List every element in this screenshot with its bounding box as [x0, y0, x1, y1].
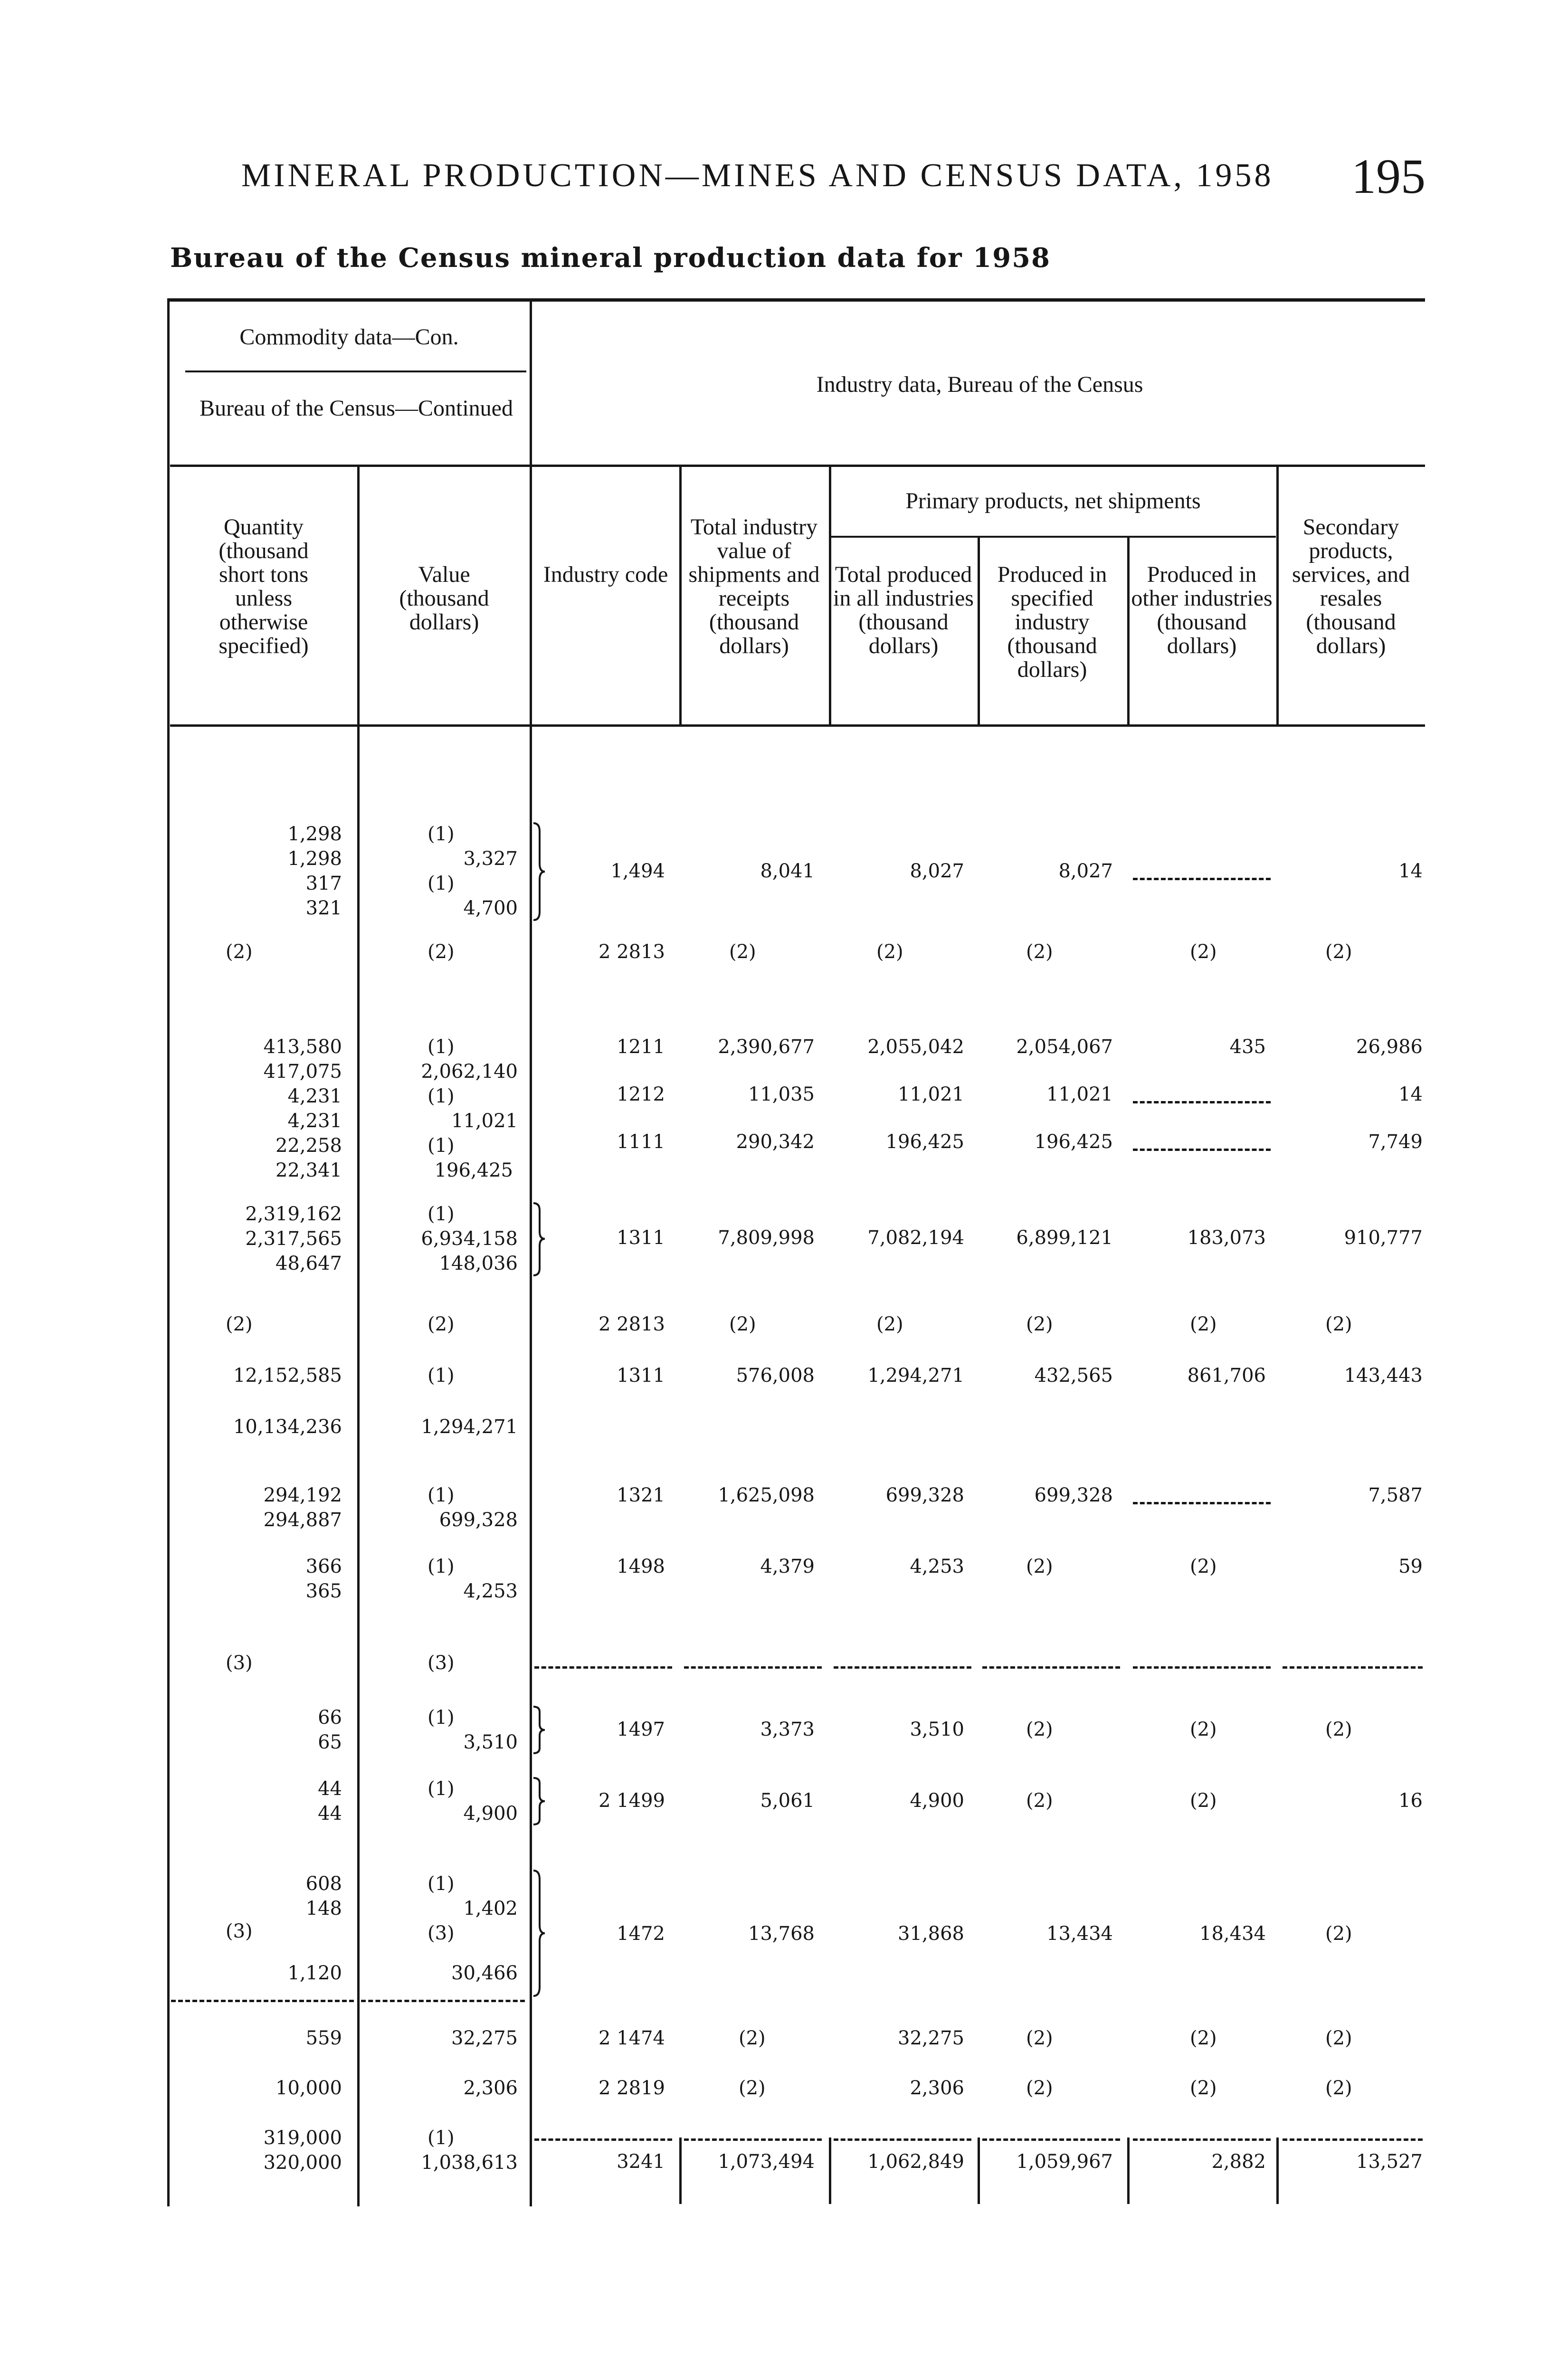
value-cell: (1) 4,900	[428, 1778, 518, 1824]
industry-code-cell: 1111	[617, 1131, 665, 1153]
secondary-cell: 7,587	[1368, 1484, 1423, 1506]
industry-code-cell: 1311	[617, 1365, 665, 1387]
leader-dashes	[534, 1666, 672, 1669]
value-cell: 30,466	[451, 1962, 518, 1984]
total-value-column-header: Total industry value of shipments and receipts (thousand dollars)	[688, 514, 820, 658]
leader-dashes	[982, 2138, 1120, 2141]
secondary-cell: 910,777	[1344, 1227, 1423, 1249]
total-produced-cell: 2,055,042	[867, 1036, 964, 1058]
produced-specified-cell: 11,021	[1046, 1083, 1113, 1105]
quantity-cell: 1,120	[287, 1962, 342, 1984]
quantity-cell: (2)	[226, 941, 253, 963]
quantity-cell: 12,152,585	[233, 1365, 342, 1387]
leader-dashes	[534, 2138, 672, 2141]
running-title: MINERAL PRODUCTION—MINES AND CENSUS DATA, 1958	[241, 157, 1274, 194]
column-divider	[978, 2138, 980, 2204]
value-cell: (1) 3,327 (1) 4,700	[428, 823, 518, 919]
secondary-cell: 26,986	[1356, 1036, 1423, 1058]
quantity-column-header: Quantity (thousand short tons unless otherwise specified)	[219, 514, 309, 658]
secondary-cell: 14	[1398, 1083, 1423, 1105]
value-cell: (1) 1,402 (3)	[428, 1873, 518, 1944]
produced-specified-cell: 432,565	[1034, 1365, 1113, 1387]
table-top-rule	[167, 298, 1425, 302]
produced-other-column-header: Produced in other industries (thousand dollars)	[1131, 562, 1273, 658]
leader-dashes	[1133, 1666, 1271, 1669]
column-divider	[679, 466, 682, 724]
table-left-border	[167, 299, 170, 2206]
total-produced-cell: 3,510	[910, 1719, 964, 1740]
total-produced-cell: (2)	[876, 941, 903, 963]
total-value-cell: 1,073,494	[718, 2151, 815, 2173]
produced-specified-cell: (2)	[1026, 1313, 1053, 1335]
column-divider	[1127, 2138, 1130, 2204]
quantity-cell: 10,000	[276, 2077, 342, 2099]
value-cell: (1) 1,038,613	[421, 2127, 518, 2174]
census-group-header: Bureau of the Census—Continued	[200, 396, 513, 421]
industry-code-cell: 2 1474	[599, 2027, 665, 2049]
secondary-cell: (2)	[1325, 1313, 1352, 1335]
secondary-column-header: Secondary products, services, and resales (thousand dollars)	[1292, 514, 1410, 658]
secondary-cell: (2)	[1325, 941, 1352, 963]
secondary-cell: 13,527	[1356, 2151, 1423, 2173]
total-produced-cell: 7,082,194	[867, 1227, 964, 1249]
industry-code-cell: 2 2813	[599, 1313, 665, 1335]
value-cell: (1) 6,934,158 148,036	[421, 1203, 518, 1274]
quantity-cell: 44 44	[318, 1778, 342, 1824]
total-value-cell: 4,379	[760, 1556, 815, 1577]
value-column-header: Value (thousand dollars)	[399, 562, 489, 635]
page-number: 195	[1351, 149, 1425, 204]
industry-code-cell: 2 2813	[599, 941, 665, 963]
total-value-cell: (2)	[729, 1313, 756, 1335]
leader-dashes	[1133, 1149, 1271, 1151]
produced-specified-cell: (2)	[1026, 1719, 1053, 1740]
produced-other-cell: 861,706	[1187, 1365, 1266, 1387]
secondary-cell: (2)	[1325, 1719, 1352, 1740]
leader-dashes	[1133, 1502, 1271, 1504]
value-cell: (1) 2,062,140 (1) 11,021 (1) 196,425	[421, 1036, 518, 1181]
value-cell: 1,294,271	[421, 1416, 518, 1438]
quantity-cell: 10,134,236	[233, 1416, 342, 1438]
leader-dashes	[1133, 2138, 1271, 2141]
produced-specified-cell: 6,899,121	[1016, 1227, 1113, 1249]
industry-code-cell: 2 2819	[599, 2077, 665, 2099]
produced-other-cell: (2)	[1190, 1790, 1217, 1812]
industry-code-cell: 1311	[617, 1227, 665, 1249]
produced-specified-cell: 8,027	[1058, 860, 1113, 882]
leader-dashes	[982, 1666, 1120, 1669]
total-value-cell: 7,809,998	[718, 1227, 815, 1249]
leader-dashes	[684, 1666, 822, 1669]
primary-group-header: Primary products, net shipments	[905, 488, 1201, 513]
industry-code-cell: 1212	[617, 1083, 665, 1105]
industry-code-cell: 1,494	[610, 860, 665, 882]
total-value-cell: 5,061	[760, 1790, 815, 1812]
leader-dashes	[834, 1666, 971, 1669]
value-cell: (1)	[428, 1365, 455, 1387]
produced-other-cell: (2)	[1190, 941, 1217, 963]
primary-group-rule	[831, 536, 1276, 538]
total-produced-cell: 4,900	[910, 1790, 964, 1812]
produced-other-cell: (2)	[1190, 1313, 1217, 1335]
total-produced-cell: 1,294,271	[867, 1365, 964, 1387]
produced-specified-cell: (2)	[1026, 941, 1053, 963]
table-subtitle: Bureau of the Census mineral production data for 1958	[170, 242, 1051, 274]
secondary-cell: 14	[1398, 860, 1423, 882]
column-divider	[1276, 466, 1279, 724]
value-cell: (3)	[428, 1652, 455, 1674]
total-value-cell: (2)	[729, 941, 756, 963]
industry-code-cell: 1498	[617, 1556, 665, 1577]
produced-other-cell: 2,882	[1211, 2151, 1266, 2173]
industry-code-cell: 3241	[617, 2151, 665, 2173]
total-produced-cell: 2,306	[910, 2077, 964, 2099]
leader-dashes	[1133, 1101, 1271, 1103]
total-value-cell: 290,342	[736, 1131, 815, 1153]
industry-code-cell: 1497	[617, 1719, 665, 1740]
commodity-group-rule	[185, 370, 526, 372]
value-cell: (1) 4,253	[428, 1556, 518, 1602]
total-value-cell: 576,008	[736, 1365, 815, 1387]
total-produced-cell: (2)	[876, 1313, 903, 1335]
total-value-cell: 3,373	[760, 1719, 815, 1740]
brace-icon	[532, 1705, 546, 1755]
column-divider	[978, 537, 980, 724]
leader-dashes	[684, 2138, 822, 2141]
quantity-cell: 413,580 417,075 4,231 4,231 22,258 22,341	[263, 1036, 342, 1181]
brace-icon	[532, 1869, 546, 1997]
brace-icon	[532, 822, 546, 922]
total-value-cell: 2,390,677	[718, 1036, 815, 1058]
column-divider	[1276, 2138, 1279, 2204]
leader-dashes	[834, 2138, 971, 2141]
produced-specified-cell: (2)	[1026, 2077, 1053, 2099]
value-cell: (2)	[428, 941, 455, 963]
commodity-group-header: Commodity data—Con.	[239, 324, 459, 350]
produced-specified-cell: (2)	[1026, 1556, 1053, 1577]
industry-code-column-header: Industry code	[543, 562, 668, 587]
industry-code-cell: 1472	[617, 1923, 665, 1945]
quantity-cell: 319,000 320,000	[263, 2127, 342, 2174]
produced-other-cell: (2)	[1190, 2027, 1217, 2049]
quantity-cell: 1,298 1,298 317 321	[287, 823, 342, 919]
column-divider	[357, 466, 360, 2206]
total-value-cell: 13,768	[748, 1923, 815, 1945]
total-produced-cell: 699,328	[885, 1484, 964, 1506]
total-value-cell: (2)	[739, 2027, 766, 2049]
produced-other-cell: 435	[1229, 1036, 1266, 1058]
quantity-cell: (3)	[226, 1920, 253, 1942]
leader-dashes	[1283, 2138, 1423, 2141]
produced-other-cell: (2)	[1190, 1719, 1217, 1740]
total-value-cell: 8,041	[760, 860, 815, 882]
leader-dashes	[1133, 878, 1271, 880]
column-divider	[1127, 537, 1130, 724]
produced-specified-column-header: Produced in specified industry (thousand dollars)	[997, 562, 1107, 682]
leader-dashes	[361, 2000, 525, 2002]
industry-code-cell: 2 1499	[599, 1790, 665, 1812]
total-produced-cell: 11,021	[898, 1083, 964, 1105]
quantity-cell: 294,192 294,887	[263, 1484, 342, 1531]
produced-other-cell: (2)	[1190, 1556, 1217, 1577]
secondary-cell: 16	[1398, 1790, 1423, 1812]
secondary-cell: (2)	[1325, 1923, 1352, 1945]
industry-code-cell: 1211	[617, 1036, 665, 1058]
total-produced-column-header: Total produced in all industries (thousand dollars)	[833, 562, 974, 658]
total-produced-cell: 1,062,849	[867, 2151, 964, 2173]
industry-code-cell: 1321	[617, 1484, 665, 1506]
produced-specified-cell: 2,054,067	[1016, 1036, 1113, 1058]
secondary-cell: 7,749	[1368, 1131, 1423, 1153]
produced-other-cell: 183,073	[1187, 1227, 1266, 1249]
total-produced-cell: 32,275	[898, 2027, 964, 2049]
total-value-cell: (2)	[739, 2077, 766, 2099]
produced-specified-cell: 196,425	[1034, 1131, 1113, 1153]
value-cell: 32,275	[451, 2027, 518, 2049]
total-value-cell: 1,625,098	[718, 1484, 815, 1506]
value-cell: (1) 699,328	[428, 1484, 518, 1531]
total-produced-cell: 31,868	[898, 1923, 964, 1945]
leader-dashes	[171, 2000, 354, 2002]
value-cell: 2,306	[463, 2077, 518, 2099]
value-cell: (1) 3,510	[428, 1707, 518, 1753]
quantity-cell: 559	[305, 2027, 342, 2049]
secondary-cell: (2)	[1325, 2027, 1352, 2049]
value-cell: (2)	[428, 1313, 455, 1335]
leader-dashes	[1283, 1666, 1423, 1669]
total-value-cell: 11,035	[748, 1083, 815, 1105]
produced-specified-cell: 13,434	[1046, 1923, 1113, 1945]
industry-group-header: Industry data, Bureau of the Census	[816, 372, 1143, 397]
secondary-cell: (2)	[1325, 2077, 1352, 2099]
quantity-cell: (3)	[226, 1652, 253, 1674]
produced-other-cell: 18,434	[1199, 1923, 1266, 1945]
produced-specified-cell: 1,059,967	[1016, 2151, 1113, 2173]
quantity-cell: 66 65	[318, 1707, 342, 1753]
secondary-cell: 143,443	[1344, 1365, 1423, 1387]
produced-specified-cell: 699,328	[1034, 1484, 1113, 1506]
produced-specified-cell: (2)	[1026, 2027, 1053, 2049]
column-divider	[829, 466, 831, 724]
quantity-cell: (2)	[226, 1313, 253, 1335]
produced-specified-cell: (2)	[1026, 1790, 1053, 1812]
brace-icon	[532, 1776, 546, 1826]
total-produced-cell: 196,425	[885, 1131, 964, 1153]
quantity-cell: 366 365	[305, 1556, 342, 1602]
quantity-cell: 2,319,162 2,317,565 48,647	[245, 1203, 342, 1274]
total-produced-cell: 8,027	[910, 860, 964, 882]
produced-other-cell: (2)	[1190, 2077, 1217, 2099]
column-divider	[679, 2138, 682, 2204]
brace-icon	[532, 1202, 546, 1278]
secondary-cell: 59	[1398, 1556, 1423, 1577]
quantity-cell: 608 148	[305, 1873, 342, 1919]
total-produced-cell: 4,253	[910, 1556, 964, 1577]
column-divider	[829, 2138, 831, 2204]
